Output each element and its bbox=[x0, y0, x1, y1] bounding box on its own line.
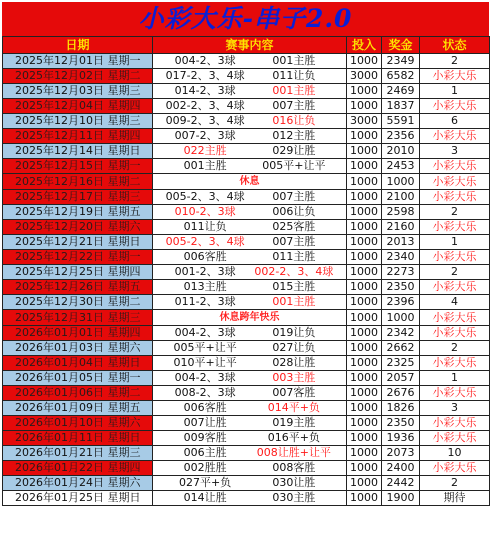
match-pick-b: 008让胜+让平 bbox=[256, 446, 331, 459]
row-date: 2025年12月04日 星期四 bbox=[3, 99, 153, 114]
match-pick-a: 004-2、3球 bbox=[174, 54, 236, 67]
row-status: 3 bbox=[420, 401, 490, 416]
match-pick-a: 014让胜 bbox=[183, 491, 227, 504]
match-pick-a: 011-2、3球 bbox=[174, 295, 236, 308]
match-pick-a: 011让负 bbox=[183, 220, 227, 233]
match-pick-b: 019主胜 bbox=[272, 416, 316, 429]
table-row bbox=[3, 356, 490, 371]
header-date: 日期 bbox=[3, 37, 153, 54]
row-input: 1000 bbox=[347, 280, 382, 295]
match-pick-a: 008-2、3球 bbox=[174, 386, 236, 399]
row-status: 小彩大乐 bbox=[420, 174, 490, 190]
match-pick-b: 001主胜 bbox=[272, 84, 316, 97]
row-match bbox=[153, 69, 347, 84]
row-date: 2025年12月15日 星期一 bbox=[3, 159, 153, 174]
table-row bbox=[3, 326, 490, 341]
row-input: 1000 bbox=[347, 446, 382, 461]
row-date: 2025年12月01日 星期一 bbox=[3, 54, 153, 69]
row-date: 2025年12月11日 星期四 bbox=[3, 129, 153, 144]
match-pick-b: 002-2、3、4球 bbox=[254, 265, 334, 278]
row-match bbox=[153, 129, 347, 144]
match-pick-b: 006让负 bbox=[272, 205, 316, 218]
row-prize: 2010 bbox=[382, 144, 420, 159]
table-row bbox=[3, 54, 490, 69]
row-prize: 1000 bbox=[382, 174, 420, 190]
row-status: 小彩大乐 bbox=[420, 310, 490, 326]
row-status: 小彩大乐 bbox=[420, 416, 490, 431]
row-status: 小彩大乐 bbox=[420, 129, 490, 144]
row-match bbox=[153, 159, 347, 174]
row-status: 小彩大乐 bbox=[420, 431, 490, 446]
row-date: 2026年01月06日 星期二 bbox=[3, 386, 153, 401]
row-match bbox=[153, 356, 347, 371]
row-date: 2025年12月02日 星期二 bbox=[3, 69, 153, 84]
row-prize: 2349 bbox=[382, 54, 420, 69]
match-pick-b: 019让负 bbox=[272, 326, 316, 339]
table-header-row bbox=[3, 37, 490, 54]
row-match bbox=[153, 416, 347, 431]
table-row bbox=[3, 220, 490, 235]
match-pick-a: 005-2、3、4球 bbox=[165, 235, 245, 248]
row-date: 2026年01月09日 星期五 bbox=[3, 401, 153, 416]
table-row bbox=[3, 476, 490, 491]
row-prize: 2100 bbox=[382, 190, 420, 205]
row-input: 1000 bbox=[347, 341, 382, 356]
row-date: 2025年12月19日 星期五 bbox=[3, 205, 153, 220]
row-input: 1000 bbox=[347, 265, 382, 280]
match-pick-b: 015主胜 bbox=[272, 280, 316, 293]
match-pick-b: 014平+负 bbox=[267, 401, 320, 414]
row-date: 2026年01月22日 星期四 bbox=[3, 461, 153, 476]
match-pick-a: 009-2、3、4球 bbox=[165, 114, 245, 127]
match-pick-b: 007主胜 bbox=[272, 190, 316, 203]
row-date: 2026年01月04日 星期日 bbox=[3, 356, 153, 371]
row-input: 1000 bbox=[347, 461, 382, 476]
row-status: 2 bbox=[420, 341, 490, 356]
table-row bbox=[3, 461, 490, 476]
row-match bbox=[153, 461, 347, 476]
row-prize: 1936 bbox=[382, 431, 420, 446]
row-date: 2025年12月16日 星期二 bbox=[3, 174, 153, 190]
header-status: 状态 bbox=[420, 37, 490, 54]
header-input: 投入 bbox=[347, 37, 382, 54]
row-input: 1000 bbox=[347, 174, 382, 190]
row-status: 1 bbox=[420, 235, 490, 250]
row-prize: 2676 bbox=[382, 386, 420, 401]
table-row bbox=[3, 280, 490, 295]
row-match bbox=[153, 401, 347, 416]
row-prize: 2350 bbox=[382, 416, 420, 431]
match-pick-a: 027平+负 bbox=[178, 476, 232, 489]
row-prize: 1837 bbox=[382, 99, 420, 114]
match-pick-a: 004-2、3球 bbox=[174, 371, 236, 384]
row-match bbox=[153, 341, 347, 356]
table-row bbox=[3, 295, 490, 310]
row-match bbox=[153, 144, 347, 159]
table-row bbox=[3, 69, 490, 84]
row-status: 2 bbox=[420, 265, 490, 280]
row-date: 2025年12月30日 星期二 bbox=[3, 295, 153, 310]
row-match bbox=[153, 431, 347, 446]
match-pick-a: 006客胜 bbox=[183, 250, 227, 263]
row-prize: 2325 bbox=[382, 356, 420, 371]
match-pick-a: 007-2、3球 bbox=[174, 129, 236, 142]
row-match bbox=[153, 326, 347, 341]
row-input: 1000 bbox=[347, 220, 382, 235]
row-prize: 2013 bbox=[382, 235, 420, 250]
row-prize: 2057 bbox=[382, 371, 420, 386]
row-match bbox=[153, 476, 347, 491]
row-match bbox=[153, 446, 347, 461]
row-status: 6 bbox=[420, 114, 490, 129]
row-input: 3000 bbox=[347, 114, 382, 129]
row-date: 2026年01月25日 星期日 bbox=[3, 491, 153, 506]
row-status: 小彩大乐 bbox=[420, 159, 490, 174]
match-pick-b: 016让负 bbox=[272, 114, 316, 127]
header-prize: 奖金 bbox=[382, 37, 420, 54]
match-pick-b: 016平+负 bbox=[267, 431, 320, 444]
header-match: 赛事内容 bbox=[153, 37, 347, 54]
row-date: 2025年12月25日 星期四 bbox=[3, 265, 153, 280]
match-pick-b: 007主胜 bbox=[272, 99, 316, 112]
table-row bbox=[3, 99, 490, 114]
row-input: 1000 bbox=[347, 99, 382, 114]
row-match bbox=[153, 386, 347, 401]
row-input: 1000 bbox=[347, 371, 382, 386]
match-pick-a: 005-2、3、4球 bbox=[165, 190, 245, 203]
table-row bbox=[3, 235, 490, 250]
table-row bbox=[3, 174, 490, 190]
row-prize: 2453 bbox=[382, 159, 420, 174]
record-table bbox=[2, 36, 490, 506]
row-match bbox=[153, 84, 347, 99]
table-row bbox=[3, 491, 490, 506]
match-pick-a: 004-2、3球 bbox=[174, 326, 236, 339]
row-prize: 2598 bbox=[382, 205, 420, 220]
row-date: 2026年01月05日 星期一 bbox=[3, 371, 153, 386]
match-pick-a: 009客胜 bbox=[183, 431, 227, 444]
match-pick-a: 014-2、3球 bbox=[174, 84, 236, 97]
match-pick-b: 030主胜 bbox=[272, 491, 316, 504]
row-status: 小彩大乐 bbox=[420, 220, 490, 235]
row-status: 小彩大乐 bbox=[420, 280, 490, 295]
row-date: 2025年12月22日 星期一 bbox=[3, 250, 153, 265]
row-date: 2026年01月11日 星期日 bbox=[3, 431, 153, 446]
row-status: 小彩大乐 bbox=[420, 69, 490, 84]
row-prize: 1826 bbox=[382, 401, 420, 416]
table-row bbox=[3, 114, 490, 129]
row-prize: 2160 bbox=[382, 220, 420, 235]
table-row bbox=[3, 401, 490, 416]
row-status: 1 bbox=[420, 371, 490, 386]
row-input: 1000 bbox=[347, 129, 382, 144]
row-date: 2025年12月20日 星期六 bbox=[3, 220, 153, 235]
row-prize: 2442 bbox=[382, 476, 420, 491]
match-pick-b: 027让负 bbox=[272, 341, 316, 354]
row-prize: 2662 bbox=[382, 341, 420, 356]
row-match bbox=[153, 220, 347, 235]
row-date: 2026年01月21日 星期三 bbox=[3, 446, 153, 461]
row-prize: 2273 bbox=[382, 265, 420, 280]
row-match bbox=[153, 205, 347, 220]
row-date: 2026年01月01日 星期四 bbox=[3, 326, 153, 341]
match-pick-a: 013主胜 bbox=[183, 280, 227, 293]
row-status: 3 bbox=[420, 144, 490, 159]
row-match bbox=[153, 491, 347, 506]
row-input: 1000 bbox=[347, 144, 382, 159]
table-row bbox=[3, 310, 490, 326]
table-row bbox=[3, 84, 490, 99]
row-match bbox=[153, 54, 347, 69]
match-pick-b: 011让负 bbox=[272, 69, 316, 82]
row-input: 1000 bbox=[347, 310, 382, 326]
row-status: 1 bbox=[420, 84, 490, 99]
row-input: 1000 bbox=[347, 401, 382, 416]
match-pick-a: 002-2、3、4球 bbox=[165, 99, 245, 112]
row-match bbox=[153, 280, 347, 295]
row-match bbox=[153, 310, 347, 326]
match-pick-a: 007让胜 bbox=[183, 416, 227, 429]
row-prize: 2350 bbox=[382, 280, 420, 295]
match-pick-b: 005平+让平 bbox=[262, 159, 326, 172]
sheet-title: 小彩大乐-串子2.0 bbox=[2, 2, 489, 36]
row-date: 2025年12月14日 星期日 bbox=[3, 144, 153, 159]
row-input: 1000 bbox=[347, 159, 382, 174]
row-status: 小彩大乐 bbox=[420, 461, 490, 476]
row-input: 1000 bbox=[347, 386, 382, 401]
row-date: 2025年12月31日 星期三 bbox=[3, 310, 153, 326]
row-prize: 2356 bbox=[382, 129, 420, 144]
row-status: 2 bbox=[420, 476, 490, 491]
row-status: 小彩大乐 bbox=[420, 356, 490, 371]
row-match bbox=[153, 235, 347, 250]
table-row bbox=[3, 265, 490, 280]
row-prize: 2396 bbox=[382, 295, 420, 310]
match-pick-b: 011主胜 bbox=[272, 250, 316, 263]
row-input: 1000 bbox=[347, 84, 382, 99]
row-match bbox=[153, 114, 347, 129]
row-input: 1000 bbox=[347, 54, 382, 69]
row-input: 1000 bbox=[347, 431, 382, 446]
row-match bbox=[153, 99, 347, 114]
row-input: 3000 bbox=[347, 69, 382, 84]
row-date: 2026年01月10日 星期六 bbox=[3, 416, 153, 431]
match-pick-b: 028让胜 bbox=[272, 356, 316, 369]
row-prize: 2469 bbox=[382, 84, 420, 99]
row-input: 1000 bbox=[347, 476, 382, 491]
match-pick-a: 001-2、3球 bbox=[174, 265, 236, 278]
match-pick-b: 007客胜 bbox=[272, 386, 316, 399]
match-pick-b: 003主胜 bbox=[272, 371, 316, 384]
row-match bbox=[153, 371, 347, 386]
table-row bbox=[3, 205, 490, 220]
row-prize: 6582 bbox=[382, 69, 420, 84]
row-match bbox=[153, 190, 347, 205]
row-prize: 1000 bbox=[382, 310, 420, 326]
table-row bbox=[3, 250, 490, 265]
match-pick-a: 006主胜 bbox=[183, 446, 227, 459]
row-input: 1000 bbox=[347, 491, 382, 506]
row-status: 小彩大乐 bbox=[420, 99, 490, 114]
row-prize: 2340 bbox=[382, 250, 420, 265]
table-row bbox=[3, 446, 490, 461]
row-prize: 2400 bbox=[382, 461, 420, 476]
row-input: 1000 bbox=[347, 295, 382, 310]
table-row bbox=[3, 371, 490, 386]
row-input: 1000 bbox=[347, 326, 382, 341]
row-note: 休息 bbox=[239, 176, 260, 187]
match-pick-b: 001主胜 bbox=[272, 295, 316, 308]
match-pick-a: 022主胜 bbox=[183, 144, 227, 157]
row-date: 2025年12月03日 星期三 bbox=[3, 84, 153, 99]
row-match bbox=[153, 295, 347, 310]
row-date: 2026年01月24日 星期六 bbox=[3, 476, 153, 491]
row-input: 1000 bbox=[347, 190, 382, 205]
row-date: 2025年12月10日 星期三 bbox=[3, 114, 153, 129]
match-pick-b: 007主胜 bbox=[272, 235, 316, 248]
table-row bbox=[3, 129, 490, 144]
table-row bbox=[3, 386, 490, 401]
row-status: 小彩大乐 bbox=[420, 190, 490, 205]
table-body bbox=[3, 54, 490, 506]
row-input: 1000 bbox=[347, 356, 382, 371]
row-status: 2 bbox=[420, 54, 490, 69]
match-pick-b: 008客胜 bbox=[272, 461, 316, 474]
row-status: 期待 bbox=[420, 491, 490, 506]
row-date: 2025年12月17日 星期三 bbox=[3, 190, 153, 205]
match-pick-a: 010-2、3球 bbox=[174, 205, 236, 218]
row-prize: 2073 bbox=[382, 446, 420, 461]
row-input: 1000 bbox=[347, 235, 382, 250]
row-match bbox=[153, 250, 347, 265]
table-row bbox=[3, 190, 490, 205]
table-row bbox=[3, 341, 490, 356]
match-pick-b: 001主胜 bbox=[272, 54, 316, 67]
match-pick-b: 029让胜 bbox=[272, 144, 316, 157]
row-status: 10 bbox=[420, 446, 490, 461]
match-pick-a: 006客胜 bbox=[183, 401, 227, 414]
row-input: 1000 bbox=[347, 416, 382, 431]
match-pick-b: 030让胜 bbox=[272, 476, 316, 489]
row-prize: 2342 bbox=[382, 326, 420, 341]
match-pick-b: 025客胜 bbox=[272, 220, 316, 233]
match-pick-b: 012主胜 bbox=[272, 129, 316, 142]
match-pick-a: 010平+让平 bbox=[173, 356, 237, 369]
row-prize: 1900 bbox=[382, 491, 420, 506]
row-status: 小彩大乐 bbox=[420, 326, 490, 341]
row-match bbox=[153, 174, 347, 190]
row-status: 小彩大乐 bbox=[420, 386, 490, 401]
table-row bbox=[3, 431, 490, 446]
row-status: 2 bbox=[420, 205, 490, 220]
table-row bbox=[3, 144, 490, 159]
row-input: 1000 bbox=[347, 205, 382, 220]
match-pick-a: 002胜胜 bbox=[183, 461, 227, 474]
match-pick-a: 017-2、3、4球 bbox=[165, 69, 245, 82]
table-row bbox=[3, 416, 490, 431]
match-pick-a: 001主胜 bbox=[183, 159, 227, 172]
row-match bbox=[153, 265, 347, 280]
row-prize: 5591 bbox=[382, 114, 420, 129]
row-status: 小彩大乐 bbox=[420, 250, 490, 265]
row-note: 休息跨年快乐 bbox=[219, 312, 280, 323]
row-input: 1000 bbox=[347, 250, 382, 265]
row-date: 2025年12月26日 星期五 bbox=[3, 280, 153, 295]
table-row bbox=[3, 159, 490, 174]
row-date: 2025年12月21日 星期日 bbox=[3, 235, 153, 250]
match-pick-a: 005平+让平 bbox=[173, 341, 237, 354]
row-date: 2026年01月03日 星期六 bbox=[3, 341, 153, 356]
row-status: 4 bbox=[420, 295, 490, 310]
